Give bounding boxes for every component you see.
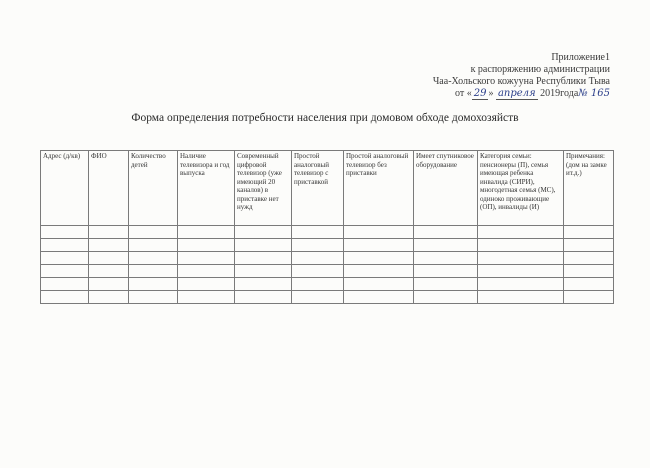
form-title: Форма определения потребности населения при домовом обходе домохозяйств bbox=[131, 112, 519, 124]
table-cell bbox=[129, 226, 178, 239]
table-cell bbox=[414, 278, 478, 291]
table-row bbox=[41, 265, 614, 278]
table-cell bbox=[414, 226, 478, 239]
header-satellite: Имеет спутниковое оборудование bbox=[414, 151, 478, 226]
table-cell bbox=[41, 265, 89, 278]
table-cell bbox=[344, 252, 414, 265]
table-cell bbox=[414, 291, 478, 304]
header-full-name: ФИО bbox=[89, 151, 129, 226]
table-cell bbox=[89, 226, 129, 239]
header-children-count: Количество детей bbox=[129, 151, 178, 226]
table-cell bbox=[292, 252, 344, 265]
table-cell bbox=[178, 291, 235, 304]
table-cell bbox=[89, 252, 129, 265]
date-prefix: от « bbox=[454, 88, 472, 99]
table-cell bbox=[178, 265, 235, 278]
table-cell bbox=[41, 291, 89, 304]
survey-table bbox=[40, 150, 614, 304]
table-cell bbox=[178, 239, 235, 252]
table-cell bbox=[564, 226, 614, 239]
appendix-title: Приложение1 bbox=[551, 52, 610, 63]
table-cell bbox=[478, 252, 564, 265]
table-cell bbox=[178, 252, 235, 265]
table-row bbox=[41, 278, 614, 291]
header-family-category: Категория семьи: пенсионеры (П), семья имеющая ребенка инвалида (СИРИ), многодетная семья (МС), одиноко проживающие (ОП), инвалиды (И) bbox=[478, 151, 564, 226]
table-body bbox=[41, 226, 614, 304]
table-cell bbox=[41, 278, 89, 291]
table-cell bbox=[129, 239, 178, 252]
table-cell bbox=[178, 278, 235, 291]
table-cell bbox=[292, 278, 344, 291]
table-cell bbox=[414, 239, 478, 252]
table-cell bbox=[564, 265, 614, 278]
table-cell bbox=[478, 291, 564, 304]
header-analog-with-box: Простой аналоговый телевизор с приставкой bbox=[292, 151, 344, 226]
table-cell bbox=[344, 278, 414, 291]
table-cell bbox=[41, 252, 89, 265]
table-cell bbox=[414, 252, 478, 265]
appendix-date-line bbox=[433, 88, 610, 100]
header-notes: Примечания: (дом на замке ит.д.) bbox=[564, 151, 614, 226]
table-cell bbox=[292, 291, 344, 304]
date-month-handwritten: апреля bbox=[497, 88, 536, 99]
appendix-authority-line: Чаа-Хольского кожууна Республики Тыва bbox=[432, 76, 610, 87]
table-cell bbox=[478, 226, 564, 239]
table-cell bbox=[129, 252, 178, 265]
table-cell bbox=[41, 226, 89, 239]
table-cell bbox=[344, 265, 414, 278]
appendix-block bbox=[433, 52, 610, 100]
table-cell bbox=[235, 278, 292, 291]
table-cell bbox=[292, 226, 344, 239]
table-cell bbox=[478, 265, 564, 278]
table-cell bbox=[344, 291, 414, 304]
table-row bbox=[41, 291, 614, 304]
table-cell bbox=[478, 278, 564, 291]
table-cell bbox=[235, 226, 292, 239]
table-cell bbox=[89, 291, 129, 304]
table-cell bbox=[129, 278, 178, 291]
table-cell bbox=[235, 252, 292, 265]
table-cell bbox=[344, 226, 414, 239]
table-row bbox=[41, 226, 614, 239]
table-cell bbox=[235, 239, 292, 252]
table-row bbox=[41, 252, 614, 265]
table-cell bbox=[235, 265, 292, 278]
header-digital-tv: Современный цифровой телевизор (уже имеющий 20 каналов) в приставке нет нужд bbox=[235, 151, 292, 226]
table-cell bbox=[89, 265, 129, 278]
header-analog-without-box: Простой аналоговый телевизор без приставки bbox=[344, 151, 414, 226]
table-cell bbox=[564, 252, 614, 265]
header-address: Адрес (д/кв) bbox=[41, 151, 89, 226]
date-separator: » bbox=[488, 88, 496, 99]
order-number-handwritten: № 165 bbox=[578, 88, 610, 99]
table-cell bbox=[292, 265, 344, 278]
date-year: 2019года bbox=[537, 88, 579, 99]
table-cell bbox=[414, 265, 478, 278]
date-day-handwritten: 29 bbox=[473, 88, 487, 99]
table-header-row bbox=[41, 151, 614, 226]
table-cell bbox=[235, 291, 292, 304]
table-cell bbox=[129, 291, 178, 304]
table-cell bbox=[564, 278, 614, 291]
table-cell bbox=[178, 226, 235, 239]
table-cell bbox=[564, 239, 614, 252]
header-tv-year: Наличие телевизора и год выпуска bbox=[178, 151, 235, 226]
appendix-order-line: к распоряжению администрации bbox=[470, 64, 610, 75]
table-cell bbox=[292, 239, 344, 252]
table-cell bbox=[564, 291, 614, 304]
table-row bbox=[41, 239, 614, 252]
table-cell bbox=[89, 239, 129, 252]
table-cell bbox=[41, 239, 89, 252]
table-cell bbox=[89, 278, 129, 291]
table-cell bbox=[478, 239, 564, 252]
table-cell bbox=[129, 265, 178, 278]
table-cell bbox=[344, 239, 414, 252]
